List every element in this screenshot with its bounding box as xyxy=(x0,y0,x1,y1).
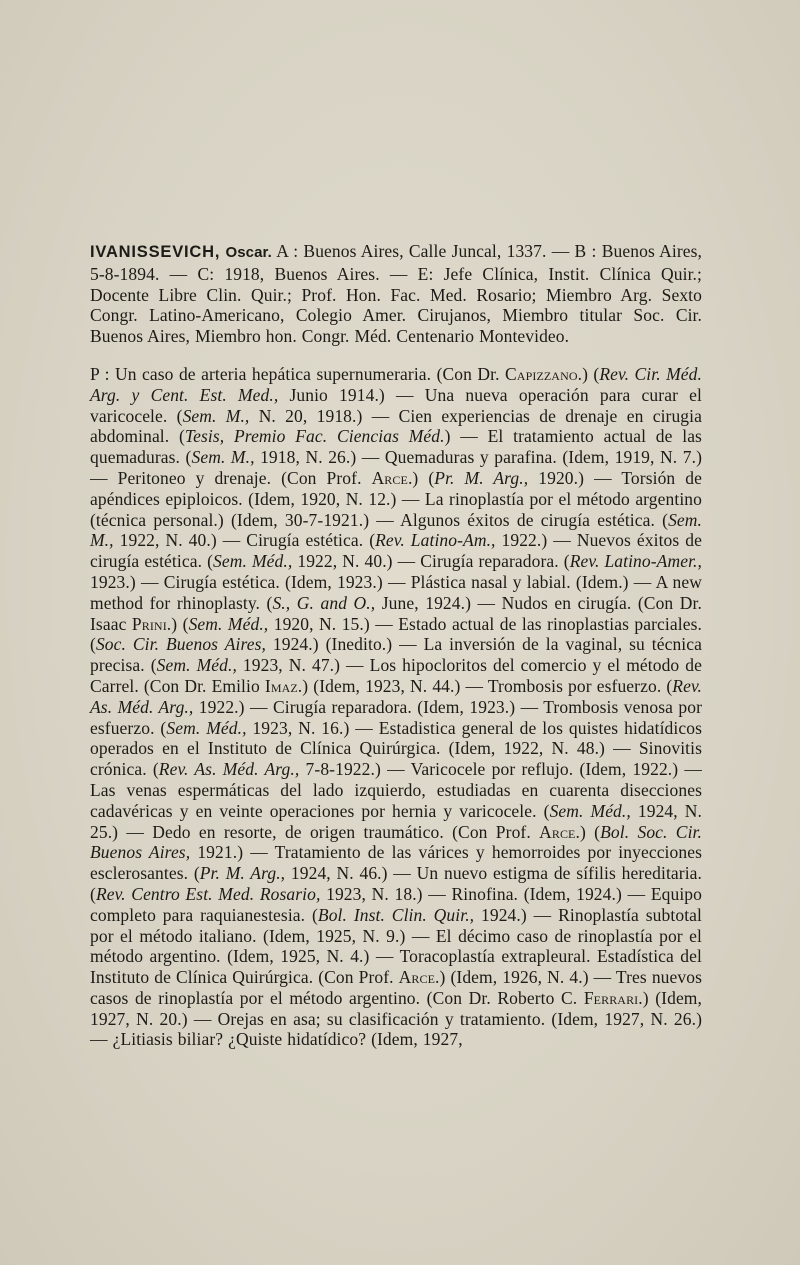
pub-text: ) (Idem, 1927, N. 20.) — Orejas en asa; su clasificación y tratamiento. (Idem, 1927, N. 26.) — ¿Litiasis biliar? ¿Quiste hidatídico? (Idem, 1927, xyxy=(90,987,702,1050)
pub-text: 1924.) — Rinoplastía subtotal por el método italiano. (Idem, 1925, N. 9.) — El décimo caso de rinoplastía por el método argentino. (Idem, 1925, N. 4.) — Toracoplastía extrapleural. Estadística del Instituto de Clínica Quirúrgica. (Con Prof. xyxy=(90,904,702,988)
pub-journal: Sem. Méd., xyxy=(156,655,237,676)
pub-text: ) (Idem, 1926, N. 4.) — Tres nuevos casos de rinoplastía por el método argentino. (Con Dr. Roberto C. xyxy=(90,967,703,1008)
biography-entry xyxy=(90,241,702,1050)
pub-journal: Soc. Cir. Buenos Aires, xyxy=(95,634,266,655)
pub-text: 1924.) (Inedito.) — La inversión de la vaginal, su técnica precisa. ( xyxy=(90,634,702,676)
pub-journal: Rev. As. Méd. Arg., xyxy=(90,675,702,717)
pub-journal: Rev. Cir. Méd. Arg. y Cent. Est. Med., xyxy=(90,363,702,405)
pub-journal: Sem. Méd., xyxy=(188,613,269,634)
pub-text: ) ( xyxy=(412,467,435,488)
biography-paragraph xyxy=(90,241,702,347)
pub-text: ) ( xyxy=(579,821,601,842)
pub-text: Junio 1914.) — Una nueva operación para curar el varicocele. ( xyxy=(90,384,702,426)
pub-text: ) ( xyxy=(582,363,600,384)
pub-journal: Rev. Latino-Am., xyxy=(375,530,496,551)
pub-text: 1924, N. 46.) — Un nuevo estigma de sífilis hereditaria. ( xyxy=(90,863,703,904)
document-page xyxy=(90,241,702,1050)
pub-coauthor: Arce. xyxy=(398,967,440,988)
publications-paragraph xyxy=(90,364,702,1050)
pub-journal: Sem. Méd., xyxy=(166,717,247,738)
pub-coauthor: Arce. xyxy=(371,467,413,488)
pub-coauthor: Imaz. xyxy=(264,675,303,696)
pub-journal: Sem. M., xyxy=(90,509,702,551)
pub-coauthor: Capizzano. xyxy=(505,363,583,384)
entry-surname: IVANISSEVICH, xyxy=(90,243,221,261)
pub-text: 1922, N. 40.) — Cirugía estética. ( xyxy=(113,530,376,551)
pub-text: 1920.) — Torsión de apéndices epiploicos. (Idem, 1920, N. 12.) — La rinoplastía por el método argentino (técnica personal.) (Idem, 30-7-1921.) — Algunos éxitos de cirugía estética. ( xyxy=(90,467,703,530)
pub-journal: Sem. Méd., xyxy=(549,800,631,821)
pub-journal: Sem. M., xyxy=(182,405,250,426)
pub-text: N. 20, 1918.) — Cien experiencias de drenaje en cirugia abdominal. ( xyxy=(90,405,702,447)
pub-text: 1923, N. 16.) — Estadistica general de los quistes hidatídicos operados en el Instituto de Clínica Quirúrgica. (Idem, 1922, N. 48.) — Sinovitis crónica. ( xyxy=(90,717,702,780)
entry-given-name: Oscar. xyxy=(225,244,272,261)
pub-journal: Bol. Inst. Clin. Quir., xyxy=(317,904,475,925)
pub-coauthor: Ferrari. xyxy=(583,987,643,1008)
pub-coauthor: Arce. xyxy=(539,821,580,842)
pub-text: June, 1924.) — Nudos en cirugía. (Con Dr. Isaac xyxy=(90,592,702,634)
pub-text: 1922.) — Cirugía reparadora. (Idem, 1923.) — Trombosis venosa por esfuerzo. ( xyxy=(90,696,703,738)
pub-text: ) — El tratamiento actual de las quemaduras. ( xyxy=(90,426,702,468)
pub-journal: Rev. Latino-Amer., xyxy=(569,551,702,572)
pub-text: 1921.) — Tratamiento de las várices y hemorroides por inyecciones esclerosantes. ( xyxy=(90,842,702,884)
pub-text: P : Un caso de arteria hepática supernumeraria. (Con Dr. xyxy=(90,363,506,384)
pub-text: 1923, N. 47.) — Los hipocloritos del comercio y el método de Carrel. (Con Dr. Emilio xyxy=(90,655,702,696)
pub-text: ) (Idem, 1923, N. 44.) — Trombosis por esfuerzo. ( xyxy=(302,675,673,696)
pub-journal: Rev. As. Méd. Arg., xyxy=(158,759,300,780)
pub-text: 1923.) — Cirugía estética. (Idem, 1923.) — Plástica nasal y labial. (Idem.) — A new method for rhinoplasty. ( xyxy=(90,571,702,613)
pub-journal: S., G. and O., xyxy=(272,592,376,613)
pub-text: ) ( xyxy=(171,613,189,634)
pub-text: 1923, N. 18.) — Rinofina. (Idem, 1924.) — Equipo completo para raquianestesia. ( xyxy=(90,883,702,925)
pub-text: 1922, N. 40.) — Cirugía reparadora. ( xyxy=(292,551,570,572)
pub-journal: Pr. M. Arg., xyxy=(199,863,286,884)
pub-text: 1918, N. 26.) — Quemaduras y parafina. (Idem, 1919, N. 7.) — Peritoneo y drenaje. (Con Prof. xyxy=(90,447,702,488)
pub-text: 1924, N. 25.) — Dedo en resorte, de origen traumático. (Con Prof. xyxy=(90,800,702,842)
pub-journal: Sem. Méd., xyxy=(213,551,293,572)
biography-text: A : Buenos Aires, Calle Juncal, 1337. — B : Buenos Aires, 5-8-1894. — C: 1918, Buenos Aires. — E: Jefe Clínica, Instit. Clínica Quir.; Docente Libre Clin. Quir.; Prof. Hon. Fac. Med. Rosario; Miembro Arg. Sexto Congr. Latino-Americano, Colegio Amer. Cirujanos, Miembro titular Soc. Cir. Buenos Aires, Miembro hon. Congr. Méd. Centenario Montevideo. xyxy=(90,241,703,347)
pub-coauthor: Prini. xyxy=(131,613,172,634)
pub-journal: Pr. M. Arg., xyxy=(434,467,529,488)
pub-journal: Sem. M., xyxy=(191,447,255,468)
pub-journal: Tesis, Premio Fac. Ciencias Méd. xyxy=(184,426,445,447)
pub-journal: Bol. Soc. Cir. Buenos Aires, xyxy=(90,821,702,863)
pub-journal: Rev. Centro Est. Med. Rosario, xyxy=(95,883,321,904)
pub-text: 7-8-1922.) — Varicocele por reflujo. (Idem, 1922.) — Las venas espermáticas del lado izquierdo, estudiadas en cuarenta disecciones cadavéricas y en veinte operaciones por hernia y varicocele. ( xyxy=(90,759,703,821)
pub-text: 1922.) — Nuevos éxitos de cirugía estética. ( xyxy=(90,530,702,572)
pub-text: 1920, N. 15.) — Estado actual de las rinoplastias parciales. ( xyxy=(90,613,702,655)
